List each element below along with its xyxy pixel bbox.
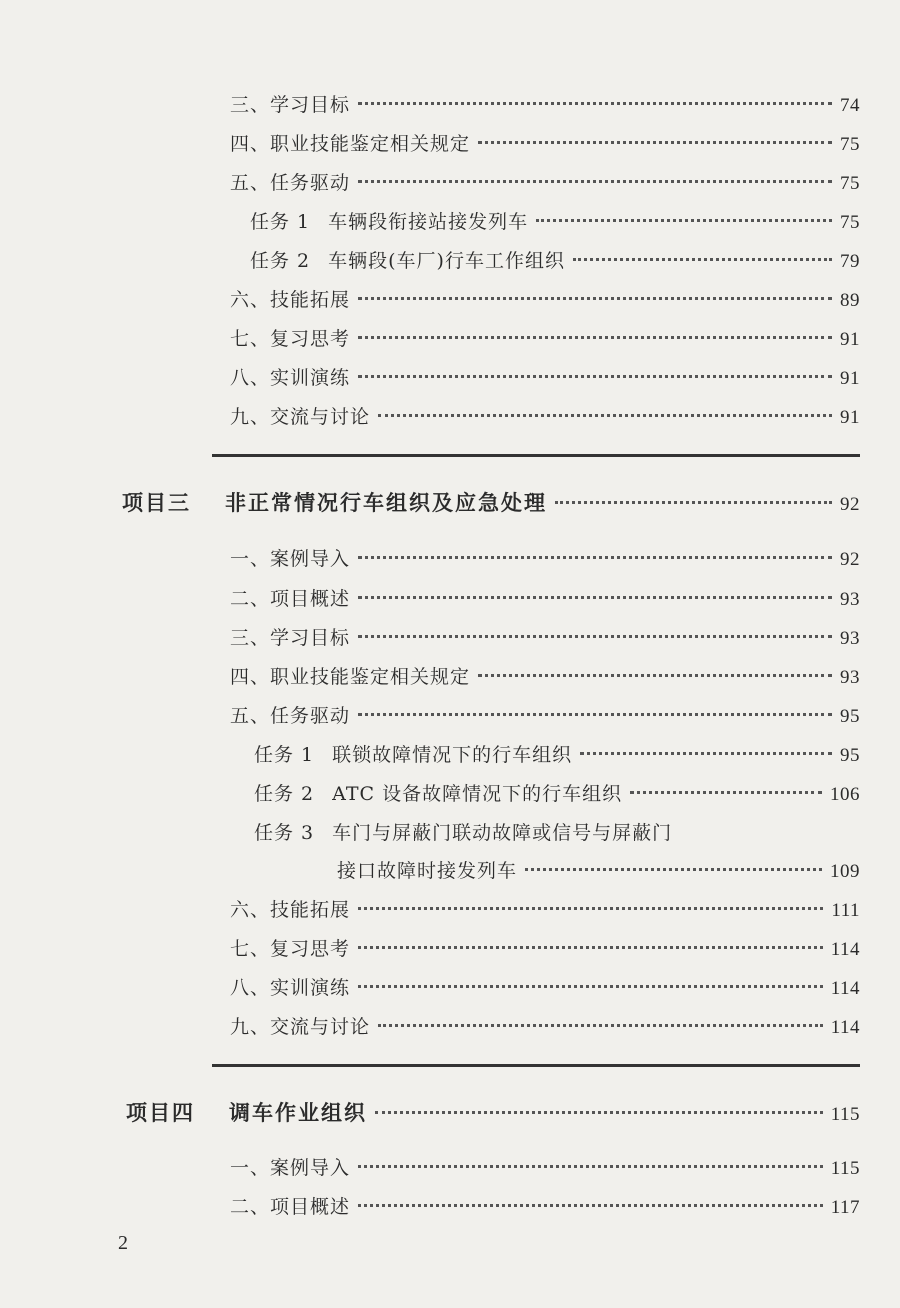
toc-entry[interactable]: 八、实训演练 114 [230, 977, 860, 999]
toc-entry[interactable]: 四、职业技能鉴定相关规定 93 [230, 666, 860, 688]
toc-task-entry[interactable]: 任务 2 车辆段(车厂)行车工作组织 79 [250, 250, 860, 272]
leader-dots [358, 180, 832, 183]
toc-entry[interactable]: 六、技能拓展 111 [230, 899, 860, 921]
toc-entry[interactable]: 六、技能拓展 89 [230, 289, 860, 311]
leader-dots [358, 297, 832, 300]
leader-dots [580, 752, 832, 755]
toc-entry[interactable]: 八、实训演练 91 [230, 367, 860, 389]
toc-entry[interactable]: 二、项目概述 117 [230, 1196, 860, 1218]
toc-entry[interactable]: 五、任务驱动 95 [230, 705, 860, 727]
toc-task-entry[interactable]: 任务 1 车辆段衔接站接发列车 75 [250, 211, 860, 233]
section-divider [212, 1064, 860, 1067]
leader-dots [375, 1111, 823, 1114]
toc-task-entry[interactable]: 任务 1 联锁故障情况下的行车组织 95 [254, 744, 860, 766]
section-divider [212, 454, 860, 457]
toc-task-entry-continued[interactable]: 接口故障时接发列车 109 [337, 860, 860, 882]
toc-entry[interactable]: 三、学习目标 93 [230, 627, 860, 649]
toc-entry[interactable]: 七、复习思考 91 [230, 328, 860, 350]
toc-project-entry[interactable]: 项目三 非正常情况行车组织及应急处理 92 [122, 490, 860, 515]
toc-entry[interactable]: 三、学习目标 74 [230, 94, 860, 116]
leader-dots [358, 1204, 823, 1207]
toc-entry[interactable]: 二、项目概述 93 [230, 588, 860, 610]
toc-task-entry[interactable]: 任务 2 ATC 设备故障情况下的行车组织 106 [254, 783, 860, 805]
toc-task-entry[interactable]: 任务 3 车门与屏蔽门联动故障或信号与屏蔽门 [254, 822, 673, 844]
toc-project-entry[interactable]: 项目四 调车作业组织 115 [126, 1100, 860, 1125]
leader-dots [478, 141, 832, 144]
leader-dots [358, 713, 832, 716]
leader-dots [358, 375, 832, 378]
leader-dots [378, 414, 832, 417]
toc-entry[interactable]: 七、复习思考 114 [230, 938, 860, 960]
toc-entry[interactable]: 一、案例导入 115 [230, 1157, 860, 1179]
toc-entry[interactable]: 四、职业技能鉴定相关规定 75 [230, 133, 860, 155]
leader-dots [536, 219, 832, 222]
page-number: 2 [118, 1232, 128, 1254]
leader-dots [573, 258, 832, 261]
leader-dots [358, 556, 832, 559]
toc-entry[interactable]: 五、任务驱动 75 [230, 172, 860, 194]
leader-dots [358, 596, 832, 599]
leader-dots [478, 674, 832, 677]
leader-dots [358, 102, 832, 105]
toc-entry[interactable]: 一、案例导入 92 [230, 548, 860, 570]
leader-dots [358, 336, 832, 339]
leader-dots [358, 946, 823, 949]
toc-entry[interactable]: 九、交流与讨论 114 [230, 1016, 860, 1038]
leader-dots [358, 985, 823, 988]
leader-dots [358, 635, 832, 638]
leader-dots [525, 868, 822, 871]
leader-dots [358, 907, 823, 910]
leader-dots [555, 501, 832, 504]
toc-entry[interactable]: 九、交流与讨论 91 [230, 406, 860, 428]
leader-dots [358, 1165, 823, 1168]
leader-dots [378, 1024, 823, 1027]
leader-dots [630, 791, 822, 794]
